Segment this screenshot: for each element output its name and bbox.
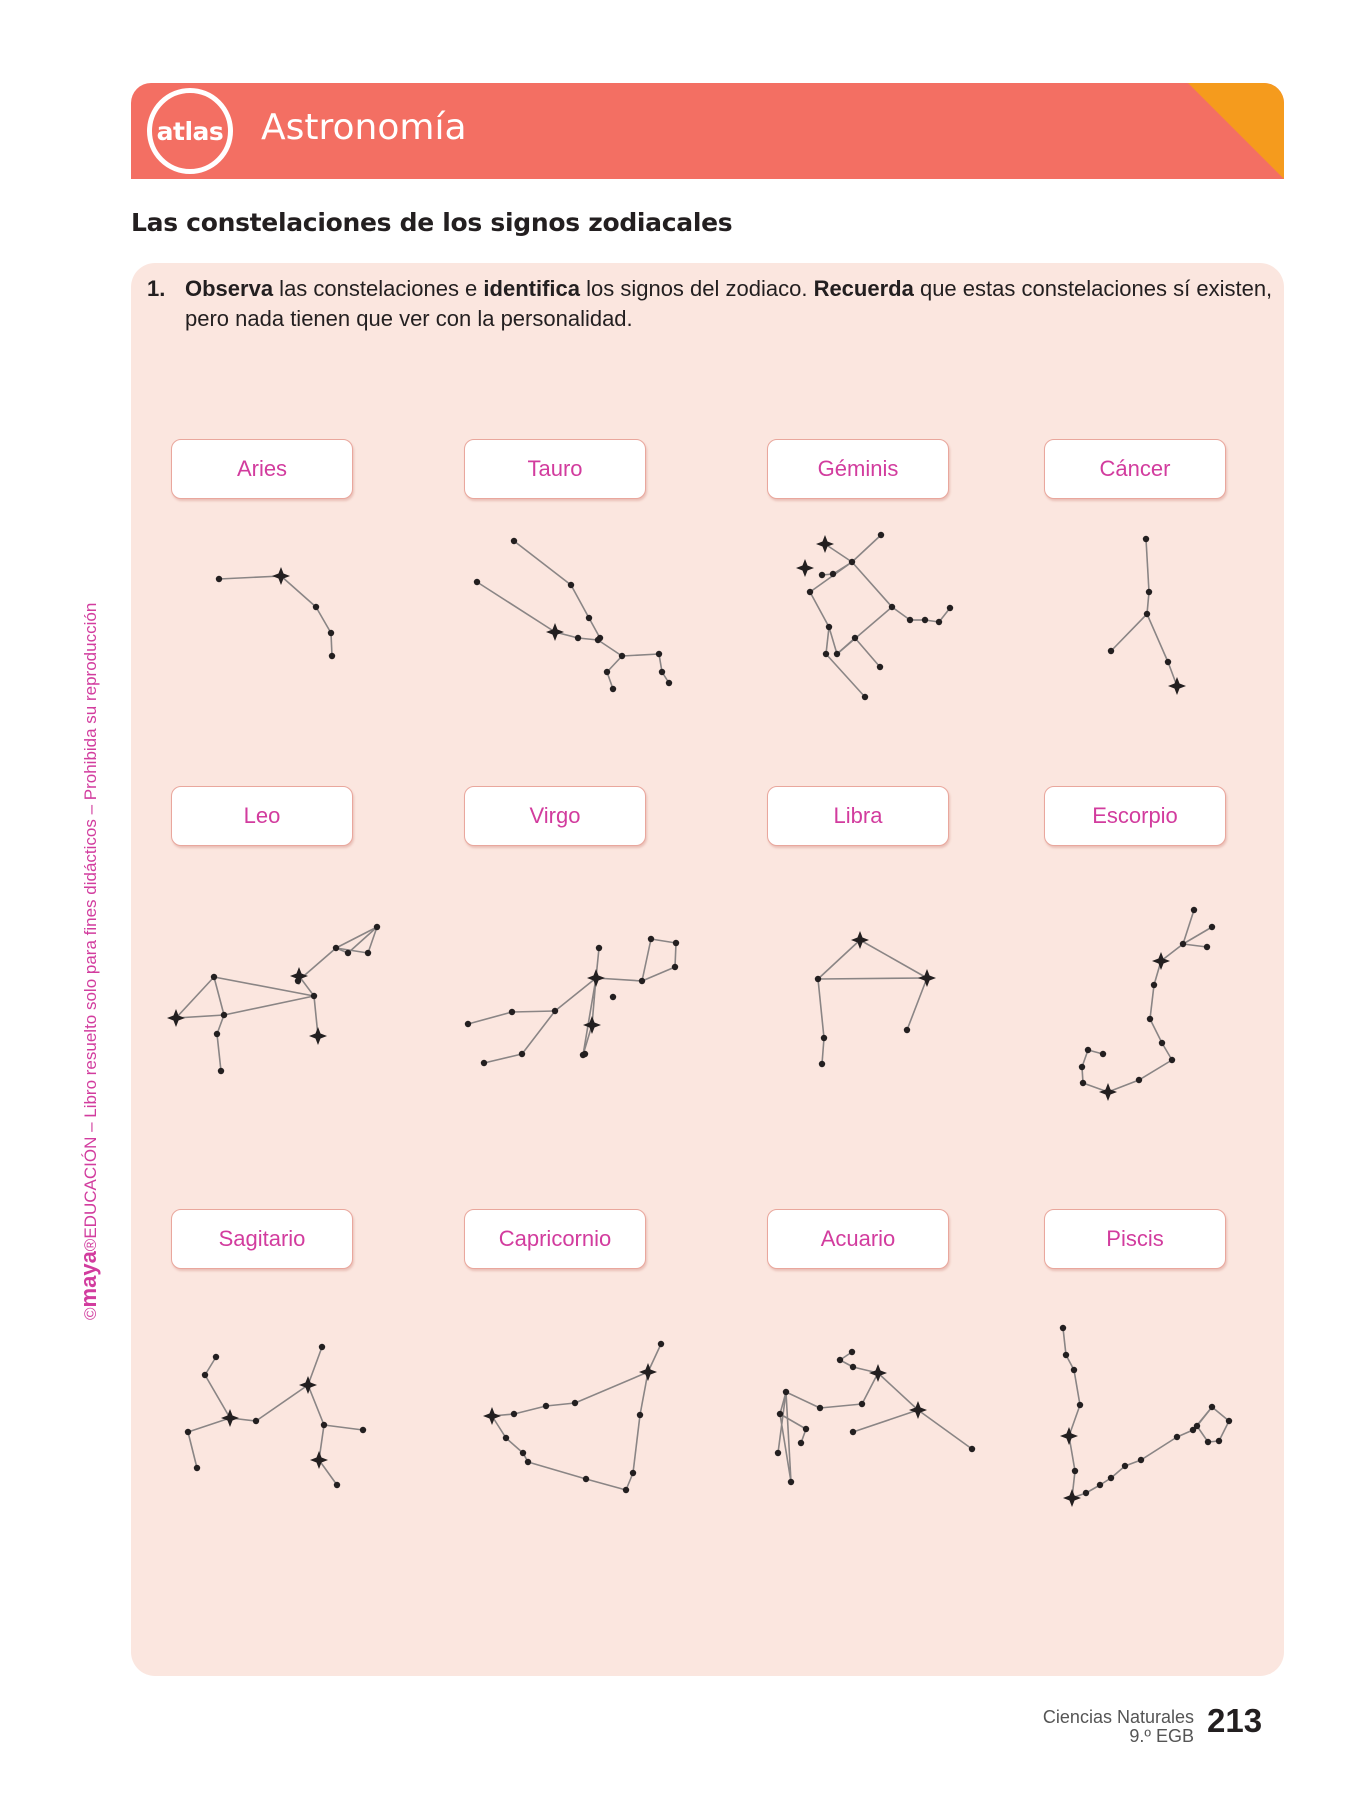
star — [1144, 611, 1150, 617]
constellation-line — [219, 576, 281, 579]
star — [519, 1051, 525, 1057]
star — [525, 1459, 531, 1465]
constellation-line — [640, 1372, 648, 1415]
star — [313, 604, 319, 610]
label-leo[interactable]: Leo — [171, 786, 353, 846]
star — [878, 532, 884, 538]
constellation-line — [1074, 1370, 1080, 1405]
label-tauro[interactable]: Tauro — [464, 439, 646, 499]
star — [1216, 1438, 1222, 1444]
star — [803, 1426, 809, 1432]
constellation-line — [514, 541, 571, 585]
bright-star — [587, 969, 605, 987]
constellation-line — [555, 978, 596, 1011]
constellation-line — [1146, 539, 1149, 592]
star — [583, 1476, 589, 1482]
constellation-line — [1147, 614, 1168, 662]
label-acuario[interactable]: Acuario — [767, 1209, 949, 1269]
star — [610, 994, 616, 1000]
page-number: 213 — [1207, 1702, 1263, 1739]
star — [666, 680, 672, 686]
star — [1209, 1404, 1215, 1410]
bright-star — [918, 969, 936, 987]
constellation-line — [571, 585, 589, 618]
constellation-line — [1108, 1080, 1139, 1092]
star — [819, 572, 825, 578]
star — [852, 635, 858, 641]
star — [639, 978, 645, 984]
star — [889, 604, 895, 610]
constellation-line — [860, 940, 927, 978]
star — [877, 664, 883, 670]
copyright-side-note — [76, 603, 102, 1320]
star — [1083, 1490, 1089, 1496]
star — [637, 1412, 643, 1418]
bright-star — [290, 967, 308, 985]
star — [596, 945, 602, 951]
star — [474, 579, 480, 585]
constellation-line — [1147, 592, 1149, 614]
copyright-symbol: © — [81, 1307, 100, 1320]
star — [904, 1027, 910, 1033]
constellation-line — [651, 939, 676, 943]
bright-star — [221, 1409, 239, 1427]
bright-star — [1060, 1427, 1078, 1445]
bright-star — [639, 1363, 657, 1381]
star — [630, 1470, 636, 1476]
label-aries[interactable]: Aries — [171, 439, 353, 499]
constellation-line — [622, 654, 659, 656]
constellation-line — [822, 1038, 824, 1064]
constellation-line — [1150, 1019, 1162, 1043]
star — [1136, 1077, 1142, 1083]
constellation-line — [324, 1425, 363, 1430]
copyright-text: ®EDUCACIÓN – Libro resuelto solo para fines didácticos – Prohibida su reproducción — [81, 602, 100, 1252]
constellation-line — [826, 627, 829, 654]
star — [1060, 1325, 1066, 1331]
star — [922, 617, 928, 623]
star — [830, 571, 836, 577]
label-piscis[interactable]: Piscis — [1044, 1209, 1226, 1269]
instruction-segment: que estas constelaciones sí existen, pero nada tienen que ver con la personalidad. — [185, 276, 1273, 331]
star — [849, 559, 855, 565]
label-capricornio[interactable]: Capricornio — [464, 1209, 646, 1269]
label-geminis[interactable]: Géminis — [767, 439, 949, 499]
star — [520, 1450, 526, 1456]
star — [1226, 1418, 1232, 1424]
constellation-line — [1197, 1407, 1212, 1426]
label-libra[interactable]: Libra — [767, 786, 949, 846]
star — [862, 694, 868, 700]
star — [798, 1440, 804, 1446]
constellation-line — [188, 1418, 230, 1432]
constellation-cancer — [1108, 536, 1186, 695]
star — [503, 1435, 509, 1441]
bright-star — [1099, 1083, 1117, 1101]
constellation-line — [586, 1479, 626, 1490]
constellation-line — [319, 1460, 337, 1485]
constellation-line — [818, 978, 927, 979]
constellation-escorpio — [1079, 907, 1215, 1101]
constellation-line — [598, 640, 622, 656]
constellation-line — [484, 1054, 522, 1063]
bright-star — [816, 535, 834, 553]
constellation-line — [1063, 1328, 1066, 1355]
constellation-line — [826, 654, 865, 697]
constellation-line — [852, 535, 881, 562]
star — [1159, 1040, 1165, 1046]
constellation-line — [205, 1375, 230, 1418]
constellation-line — [528, 1462, 586, 1479]
constellation-line — [853, 1410, 918, 1432]
star — [936, 619, 942, 625]
star — [572, 1400, 578, 1406]
star — [481, 1060, 487, 1066]
star — [947, 605, 953, 611]
star — [1191, 907, 1197, 913]
star — [185, 1429, 191, 1435]
star — [586, 615, 592, 621]
star — [202, 1372, 208, 1378]
label-virgo[interactable]: Virgo — [464, 786, 646, 846]
atlas-logo-text: atlas — [156, 116, 224, 146]
star — [1100, 1051, 1106, 1057]
constellation-line — [308, 1347, 322, 1385]
bright-star — [309, 1027, 327, 1045]
star — [1147, 1016, 1153, 1022]
instruction-segment: las constelaciones e — [273, 276, 484, 301]
star — [837, 1357, 843, 1363]
constellation-line — [607, 656, 622, 672]
star — [552, 1008, 558, 1014]
bright-star — [546, 623, 564, 641]
constellation-line — [918, 1410, 972, 1449]
constellation-line — [1141, 1437, 1177, 1460]
constellation-tauro — [474, 538, 672, 692]
star — [321, 1422, 327, 1428]
constellation-line — [648, 1344, 661, 1372]
star — [1180, 941, 1186, 947]
constellation-line — [514, 1406, 546, 1414]
star — [610, 686, 616, 692]
constellation-line — [575, 1372, 648, 1403]
star — [817, 1405, 823, 1411]
constellation-line — [224, 996, 314, 1015]
constellation-line — [188, 1432, 197, 1468]
star — [648, 936, 654, 942]
star — [604, 669, 610, 675]
constellation-line — [331, 633, 332, 656]
constellation-line — [907, 978, 927, 1030]
footer-subject — [1043, 1708, 1194, 1746]
chapter-title: Astronomía — [261, 107, 467, 148]
constellation-capricornio — [483, 1341, 664, 1493]
constellation-line — [316, 607, 331, 633]
star — [850, 1364, 856, 1370]
constellation-line — [786, 1392, 820, 1408]
constellation-line — [825, 544, 852, 562]
constellation-line — [468, 1012, 512, 1024]
bright-star — [483, 1407, 501, 1425]
constellation-line — [506, 1438, 523, 1453]
star — [365, 950, 371, 956]
constellation-piscis — [1060, 1325, 1232, 1507]
star — [821, 1035, 827, 1041]
constellation-line — [633, 1415, 640, 1473]
star — [849, 1349, 855, 1355]
star — [360, 1427, 366, 1433]
star — [1174, 1434, 1180, 1440]
constellation-sagitario — [185, 1344, 366, 1488]
constellation-line — [589, 618, 600, 638]
star — [1204, 944, 1210, 950]
star — [1151, 982, 1157, 988]
star — [374, 924, 380, 930]
footer-subject-name: Ciencias Naturales — [1042, 1707, 1194, 1727]
constellation-acuario — [775, 1349, 975, 1485]
constellation-aries — [216, 567, 335, 659]
constellation-line — [810, 562, 852, 592]
star — [194, 1465, 200, 1471]
constellation-line — [818, 940, 860, 979]
instruction-segment: identifica — [483, 276, 580, 301]
instruction-segment: los signos del zodiaco. — [579, 276, 814, 301]
star — [334, 1482, 340, 1488]
instruction-segment: Recuerda — [813, 276, 914, 301]
star — [568, 582, 574, 588]
constellation-line — [477, 582, 555, 632]
label-sagitario[interactable]: Sagitario — [171, 1209, 353, 1269]
constellation-leo — [167, 924, 380, 1074]
constellation-line — [878, 1373, 918, 1410]
bright-star — [1063, 1489, 1081, 1507]
constellation-line — [176, 977, 214, 1018]
star — [311, 993, 317, 999]
star — [1194, 1423, 1200, 1429]
star — [1169, 1057, 1175, 1063]
star — [1122, 1463, 1128, 1469]
constellation-line — [1219, 1421, 1229, 1441]
constellation-line — [1161, 944, 1183, 961]
activity-number: 1. — [147, 276, 166, 301]
constellation-virgo — [465, 936, 679, 1066]
star — [907, 617, 913, 623]
constellation-geminis — [796, 532, 953, 700]
constellation-line — [583, 978, 596, 1055]
star — [1209, 924, 1215, 930]
star — [859, 1401, 865, 1407]
constellation-line — [217, 1034, 221, 1071]
constellation-line — [512, 1011, 555, 1012]
constellation-line — [1150, 985, 1154, 1019]
star — [213, 1354, 219, 1360]
star — [969, 1446, 975, 1452]
star — [211, 974, 217, 980]
star — [1063, 1352, 1069, 1358]
constellation-line — [810, 592, 829, 627]
star — [1077, 1402, 1083, 1408]
star — [777, 1411, 783, 1417]
star — [543, 1403, 549, 1409]
bright-star — [299, 1376, 317, 1394]
label-cancer[interactable]: Cáncer — [1044, 439, 1226, 499]
star — [807, 589, 813, 595]
brand-name: maya — [76, 1251, 101, 1308]
constellation-line — [256, 1385, 308, 1421]
star — [329, 653, 335, 659]
star — [582, 1051, 588, 1057]
star — [333, 945, 339, 951]
constellation-line — [829, 627, 837, 654]
star — [1079, 1064, 1085, 1070]
constellation-line — [214, 977, 224, 1015]
star — [345, 950, 351, 956]
star — [1146, 589, 1152, 595]
star — [656, 651, 662, 657]
constellation-line — [308, 1385, 324, 1425]
star — [826, 624, 832, 630]
bright-star — [1152, 952, 1170, 970]
star — [216, 576, 222, 582]
constellation-line — [852, 562, 892, 607]
constellation-line — [1139, 1060, 1172, 1080]
star — [672, 964, 678, 970]
star — [850, 1429, 856, 1435]
star — [218, 1068, 224, 1074]
bright-star — [1168, 677, 1186, 695]
star — [1085, 1047, 1091, 1053]
constellation-line — [820, 1404, 862, 1408]
star — [595, 637, 601, 643]
label-escorpio[interactable]: Escorpio — [1044, 786, 1226, 846]
star — [511, 538, 517, 544]
constellation-line — [818, 979, 824, 1038]
constellation-line — [546, 1403, 575, 1406]
constellation-line — [522, 1011, 555, 1054]
star — [511, 1411, 517, 1417]
bright-star — [796, 559, 814, 577]
star — [1097, 1482, 1103, 1488]
star — [214, 1031, 220, 1037]
star — [1080, 1080, 1086, 1086]
constellation-line — [837, 607, 892, 654]
star — [659, 669, 665, 675]
star — [575, 635, 581, 641]
constellation-line — [1183, 944, 1207, 947]
bright-star — [310, 1451, 328, 1469]
constellation-line — [1212, 1407, 1229, 1421]
section-title: Las constelaciones de los signos zodiacales — [131, 208, 733, 237]
star — [834, 651, 840, 657]
star — [788, 1479, 794, 1485]
star — [1138, 1457, 1144, 1463]
star — [465, 1021, 471, 1027]
star — [1165, 659, 1171, 665]
star — [619, 653, 625, 659]
star — [319, 1344, 325, 1350]
star — [1072, 1468, 1078, 1474]
constellation-line — [675, 943, 676, 967]
star — [623, 1487, 629, 1493]
star — [783, 1389, 789, 1395]
star — [1205, 1439, 1211, 1445]
star — [823, 651, 829, 657]
bright-star — [583, 1016, 601, 1034]
constellation-line — [281, 576, 316, 607]
star — [253, 1418, 259, 1424]
star — [1108, 648, 1114, 654]
constellation-line — [1111, 614, 1147, 651]
star — [509, 1009, 515, 1015]
constellation-line — [862, 1373, 878, 1404]
star — [819, 1061, 825, 1067]
star — [1143, 536, 1149, 542]
star — [328, 630, 334, 636]
star — [673, 940, 679, 946]
constellation-line — [780, 1414, 806, 1429]
star — [1071, 1367, 1077, 1373]
star — [658, 1341, 664, 1347]
star — [775, 1450, 781, 1456]
star — [221, 1012, 227, 1018]
constellation-libra — [815, 931, 936, 1067]
instruction-segment: Observa — [185, 276, 274, 301]
star — [815, 976, 821, 982]
star — [1108, 1475, 1114, 1481]
constellation-line — [642, 939, 651, 981]
constellation-line — [855, 638, 880, 667]
constellation-line — [892, 607, 910, 620]
footer-grade: 9.º EGB — [1129, 1726, 1194, 1746]
constellation-line — [642, 967, 675, 981]
